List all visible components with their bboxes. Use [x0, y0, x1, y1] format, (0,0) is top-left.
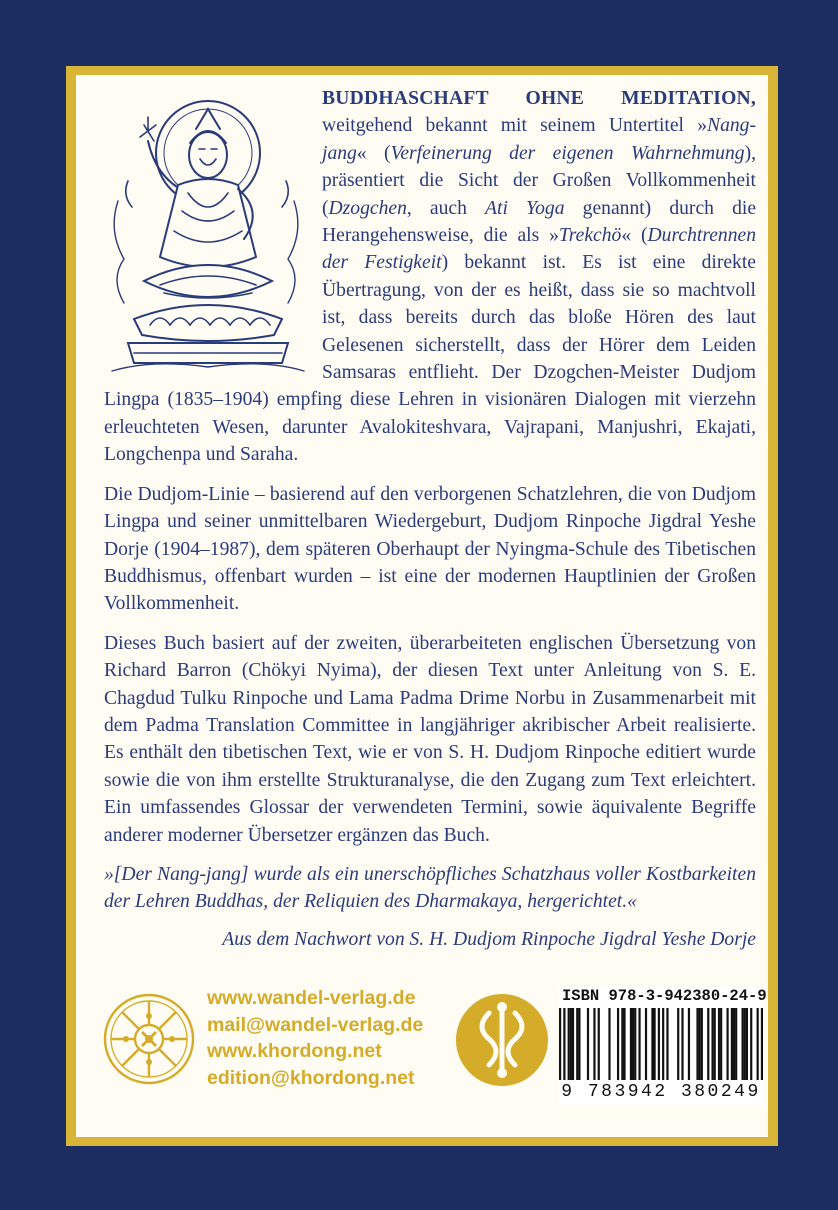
barcode-bar	[699, 1008, 701, 1080]
barcode-digits: 9 783942 380249	[561, 1082, 761, 1102]
barcode-bar	[662, 1008, 664, 1080]
barcode-bar	[570, 1008, 572, 1080]
barcode-bar	[707, 1008, 709, 1080]
khordong-wheel-emblem-icon	[102, 992, 196, 1086]
barcode-bar	[563, 1008, 565, 1080]
barcode-bar	[572, 1008, 574, 1080]
illustration-spacer	[104, 85, 322, 381]
book-title: BUDDHASCHAFT OHNE MEDITATION,	[322, 88, 756, 109]
italic-term: Durchtrennen der Festigkeit	[322, 225, 756, 274]
barcode-bar	[632, 1008, 634, 1080]
paragraph-run: weitgehend bekannt mit seinem Untertitel »	[322, 115, 708, 137]
barcode-bar	[617, 1008, 619, 1080]
description-paragraph-2: Die Dudjom-Linie – basierend auf den verborgenen Schatzlehren, die von Dudjom Lingpa und seiner unmittelbaren Wiedergeburt, Dudjom Rinpoche Jigdral Yeshe Dorje (1904–1987), dem späteren Oberhaupt der Nyingma-Schule des Tibetischen Buddhismus, offenbart wurden – ist eine der modernen Hauptlinien der Großen Vollkommenheit.	[104, 483, 756, 615]
barcode-bar	[742, 1008, 744, 1080]
barcode-bar	[666, 1008, 668, 1080]
paragraph-run: « (	[356, 142, 391, 164]
barcode-bars	[559, 1008, 763, 1080]
barcode-bar	[735, 1008, 737, 1080]
barcode-bar	[634, 1008, 636, 1080]
paragraph-run: , auch	[406, 197, 486, 219]
barcode-bar	[638, 1008, 640, 1080]
contact-links	[207, 985, 423, 1091]
barcode-bar	[651, 1008, 653, 1080]
italic-term: Trekchö	[558, 225, 622, 247]
barcode-bar	[744, 1008, 746, 1080]
barcode-bar	[714, 1008, 716, 1080]
description-paragraph-3: Dieses Buch basiert auf der zweiten, überarbeiteten englischen Übersetzung von Richard Barron (Chökyi Nyima), der diesen Text unter Anleitung von S. E. Chagdud Tulku Rinpoche und Lama Padma Drime Norbu in Zusammenarbeit mit dem Padma Translation Committee in langjähriger akribischer Arbeit realisierte. Es enthält den tibetischen Text, wie er von S. H. Dudjom Rinpoche editiert wurde sowie die von ihm erstellte Strukturanalyse, die den Zugang zum Text erleichtert. Ein umfassendes Glossar der verwendeten Termini, sowie äquivalente Begriffe anderer moderner Übersetzer ergänzen das Buch.	[104, 632, 756, 846]
italic-term: Dzogchen	[328, 197, 407, 219]
wandel-verlag-emblem-icon	[455, 993, 549, 1087]
barcode-bar	[630, 1008, 632, 1080]
barcode-bar	[608, 1008, 610, 1080]
paragraph-run: « (	[621, 225, 648, 247]
barcode-bar	[587, 1008, 589, 1080]
barcode-bar	[578, 1008, 580, 1080]
paragraph-run: ) bekannt ist. Es ist eine direkte Übertragung, von der es heißt, dass sie so machtvoll ist, dass bereits durch das bloße Hören des laut Gelesenen sicherstellt, dass der Hörer dem Leiden Samsaras entflieht. Der Dzogchen-Meister Dudjom Lingpa (1835–1904) empfing diese Lehren in visionären Dialogen mit vierzehn erleuchteten Wesen, darunter Avalokiteshvara, Vajrapani, Manjushri, Ekajati, Longchenpa und Saraha.	[104, 252, 756, 466]
barcode-bar	[576, 1008, 578, 1080]
barcode-bar	[750, 1008, 752, 1080]
barcode-bar	[559, 1008, 561, 1080]
barcode-bar	[696, 1008, 698, 1080]
barcode-bar	[731, 1008, 733, 1080]
barcode-bar	[677, 1008, 679, 1080]
barcode-bar	[711, 1008, 713, 1080]
barcode-bar	[688, 1008, 690, 1080]
quote: »[Der Nang-jang] wurde als ein unerschöpfliches Schatzhaus voller Kostbarkeiten der Lehren Buddhas, der Reliquien des Dharmakaya, hergerichtet.«	[104, 863, 756, 913]
barcode-bar	[733, 1008, 735, 1080]
italic-term: Nang-jang	[322, 115, 756, 164]
barcode-bar	[726, 1008, 728, 1080]
wandel-verlag-website-link[interactable]: www.wandel-verlag.de	[207, 987, 416, 1009]
barcode-bar	[645, 1008, 647, 1080]
isbn-barcode	[559, 987, 767, 1105]
khordong-website-link[interactable]: www.khordong.net	[207, 1040, 382, 1062]
paragraph-run: ), präsentiert die Sicht der Großen Vollkommenheit (	[322, 142, 756, 219]
description-text	[104, 85, 756, 965]
barcode-bar	[701, 1008, 703, 1080]
barcode-bar	[621, 1008, 623, 1080]
barcode-bar	[658, 1008, 660, 1080]
gold-frame	[66, 66, 778, 1146]
barcode-bar	[653, 1008, 655, 1080]
khordong-email-link[interactable]: edition@khordong.net	[207, 1066, 415, 1089]
paragraph-run: genannt) durch die Herangehensweise, die als »	[322, 197, 757, 247]
barcode-bar	[720, 1008, 722, 1080]
barcode-bar	[681, 1008, 683, 1080]
italic-term: Verfeinerung der eigenen Wahrnehmung	[390, 142, 745, 164]
barcode-bar	[718, 1008, 720, 1080]
barcode-bar	[761, 1008, 763, 1080]
back-cover-panel	[76, 75, 768, 1137]
barcode-bar	[593, 1008, 595, 1080]
quote-source: Aus dem Nachwort von S. H. Dudjom Rinpoche Jigdral Yeshe Dorje	[222, 928, 756, 950]
barcode-bar	[623, 1008, 625, 1080]
barcode-bar	[746, 1008, 748, 1080]
isbn-number: ISBN 978-3-942380-24-9	[562, 987, 767, 1005]
barcode-bar	[568, 1008, 570, 1080]
barcode-bar	[757, 1008, 759, 1080]
wandel-verlag-email-link[interactable]: mail@wandel-verlag.de	[207, 1013, 424, 1036]
barcode-bar	[598, 1008, 600, 1080]
italic-term: Ati Yoga	[485, 197, 565, 219]
